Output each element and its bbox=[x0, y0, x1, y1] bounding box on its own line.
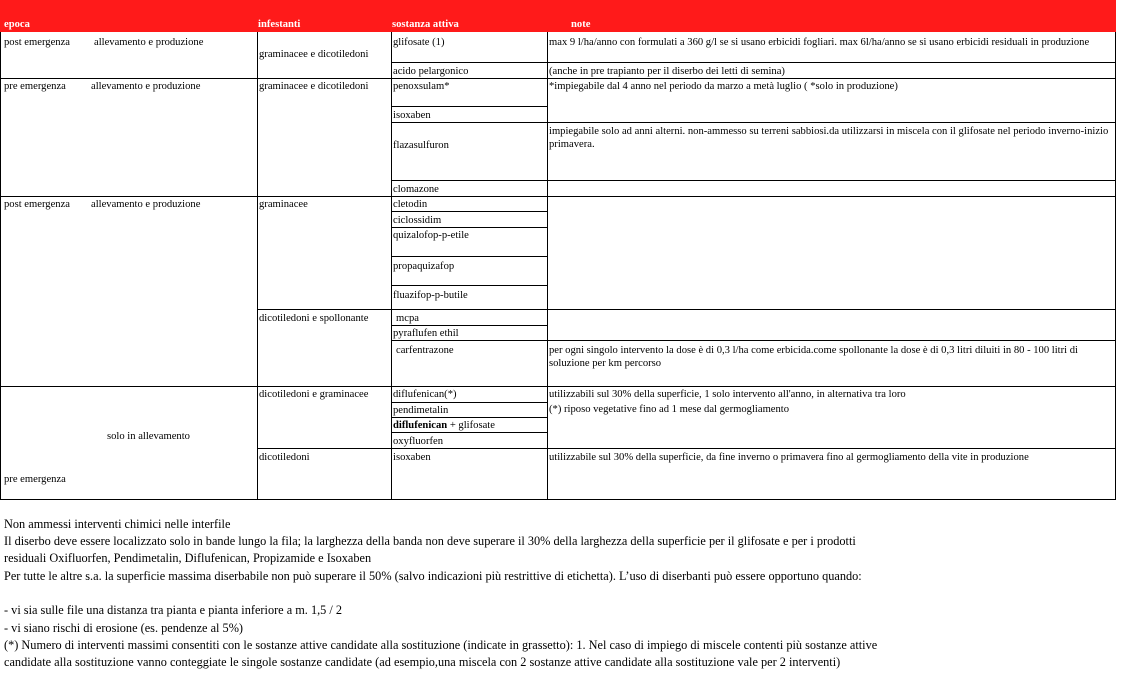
col-sep-note bbox=[547, 32, 548, 500]
footer-line: (*) Numero di interventi massimi consentiti con le sostanze attive candidate alla sostituzione (indicate in grassetto): 1. Nel caso di impiego di miscele contenti più sostanze attive bbox=[4, 638, 878, 652]
footer-line: residuali Oxifluorfen, Pendimetalin, Diflufenican, Propizamide e Isoxaben bbox=[4, 551, 372, 565]
row-sep bbox=[391, 106, 548, 107]
sostanza-cell: propaquizafop bbox=[393, 261, 455, 272]
table-border-left bbox=[0, 32, 1, 500]
candidate-substance: diflufenican bbox=[393, 420, 448, 431]
sostanza-cell: carfentrazone bbox=[396, 345, 454, 356]
infestanti-cell: graminacee e dicotiledoni bbox=[259, 81, 369, 92]
footer-line: candidate alla sostituzione vanno conteggiate le singole sostanze candidate (ad esempio,una miscela con 2 sostanze attive candidate alla sostituzione vale per 2 interventi) bbox=[4, 655, 841, 669]
sostanza-cell: glifosate (1) bbox=[393, 37, 445, 48]
note-cell: utilizzabile sul 30% della superficie, da fine inverno o primavera fino al germogliamento della vite in produzione bbox=[549, 452, 1029, 463]
sostanza-cell: fluazifop-p-butile bbox=[393, 290, 468, 301]
fase-cell: allevamento e produzione bbox=[94, 37, 204, 48]
subgroup-sep bbox=[257, 309, 1116, 310]
note-cell: (anche in pre trapianto per il diserbo dei letti di semina) bbox=[549, 66, 785, 77]
row-sep bbox=[391, 256, 548, 257]
group-sep bbox=[0, 196, 1116, 197]
footer-line: Non ammessi interventi chimici nelle interfile bbox=[4, 517, 231, 531]
epoca-cell: post emergenza bbox=[4, 37, 70, 48]
row-sep bbox=[391, 325, 548, 326]
header-infestanti: infestanti bbox=[258, 19, 301, 30]
sostanza-cell: cletodin bbox=[393, 199, 428, 210]
fase-cell: allevamento e produzione bbox=[91, 81, 201, 92]
group-sep bbox=[0, 78, 1116, 79]
sostanza-cell: oxyfluorfen bbox=[393, 436, 444, 447]
row-sep bbox=[391, 285, 548, 286]
sostanza-cell: flazasulfuron bbox=[393, 140, 449, 151]
subgroup-sep bbox=[257, 448, 1116, 449]
table-header bbox=[0, 0, 1116, 32]
epoca-cell: pre emergenza bbox=[4, 81, 66, 92]
sostanza-cell: ciclossidim bbox=[393, 215, 442, 226]
infestanti-cell: dicotiledoni e spollonante bbox=[259, 313, 369, 324]
note-cell: max 9 l/ha/anno con formulati a 360 g/l se si usano erbicidi fogliari. max 6l/ha/anno se si usano erbicidi residuali in produzione bbox=[549, 37, 1090, 48]
row-sep bbox=[391, 417, 548, 418]
epoca-cell: pre emergenza bbox=[4, 474, 66, 485]
fase-cell: allevamento e produzione bbox=[91, 199, 201, 210]
table-border-right bbox=[1115, 32, 1116, 500]
note-cell: impiegabile solo ad anni alterni. non-ammesso su terreni sabbiosi.da utilizzarsi in miscela con il glifosate nel periodo inverno-inizio primavera. bbox=[549, 126, 1109, 150]
infestanti-cell: dicotiledoni bbox=[259, 452, 310, 463]
footer-line: Il diserbo deve essere localizzato solo in bande lungo la fila; la larghezza della banda non deve superare il 30% della larghezza della superficie per il glifosate e per i prodotti bbox=[4, 534, 856, 548]
row-sep bbox=[391, 402, 548, 403]
header-sostanza-attiva: sostanza attiva bbox=[392, 19, 459, 30]
sostanza-cell: pyraflufen ethil bbox=[393, 328, 459, 339]
sostanza-cell: isoxaben bbox=[393, 452, 431, 463]
footer-bullet: - vi sia sulle file una distanza tra pianta e pianta inferiore a m. 1,5 / 2 bbox=[4, 603, 343, 617]
col-sep-infestanti bbox=[257, 32, 258, 500]
fase-cell: solo in allevamento bbox=[107, 431, 190, 442]
row-sep bbox=[391, 180, 1116, 181]
infestanti-cell: graminacee bbox=[259, 199, 308, 210]
row-sep bbox=[391, 227, 548, 228]
footer-line: Per tutte le altre s.a. la superficie massima diserbabile non può superare il 50% (salvo indicazioni più restrittive di etichetta). L’uso di diserbanti può essere opportuno quando: bbox=[4, 569, 862, 583]
footer-bullet: - vi siano rischi di erosione (es. pendenze al 5%) bbox=[4, 621, 244, 635]
infestanti-cell: dicotiledoni e graminacee bbox=[259, 389, 369, 400]
note-cell: utilizzabili sul 30% della superficie, 1 solo intervento all'anno, in alternativa tra loro bbox=[549, 389, 906, 400]
group-sep bbox=[0, 386, 1116, 387]
header-note: note bbox=[571, 19, 591, 30]
infestanti-cell: graminacee e dicotiledoni bbox=[259, 49, 369, 60]
header-epoca: epoca bbox=[4, 19, 30, 30]
row-sep bbox=[391, 62, 1116, 63]
sostanza-cell: diflufenican + glifosate bbox=[393, 420, 495, 431]
row-sep bbox=[391, 122, 1116, 123]
sostanza-cell: diflufenican(*) bbox=[393, 389, 457, 400]
sostanza-cell: mcpa bbox=[396, 313, 419, 324]
note-cell: *impiegabile dal 4 anno nel periodo da marzo a metà luglio ( *solo in produzione) bbox=[549, 81, 898, 92]
sostanza-cell: quizalofop-p-etile bbox=[393, 230, 469, 241]
note-cell: (*) riposo vegetative fino ad 1 mese dal germogliamento bbox=[549, 404, 790, 415]
sostanza-cell: penoxsulam* bbox=[393, 81, 450, 92]
sostanza-cell: acido pelargonico bbox=[393, 66, 469, 77]
epoca-cell: post emergenza bbox=[4, 199, 70, 210]
note-cell: per ogni singolo intervento la dose è di 0,3 l/ha come erbicida.come spollonante la dose è di 0,3 litri diluiti in 80 - 100 litri di soluzione per km percorso bbox=[549, 345, 1078, 369]
col-sep-sostanza bbox=[391, 32, 392, 500]
sostanza-cell: clomazone bbox=[393, 184, 439, 195]
sostanza-cell: isoxaben bbox=[393, 110, 431, 121]
row-sep bbox=[391, 340, 1116, 341]
row-sep bbox=[391, 211, 548, 212]
table-border-bottom bbox=[0, 499, 1116, 500]
row-sep bbox=[391, 432, 548, 433]
sostanza-cell: pendimetalin bbox=[393, 405, 449, 416]
